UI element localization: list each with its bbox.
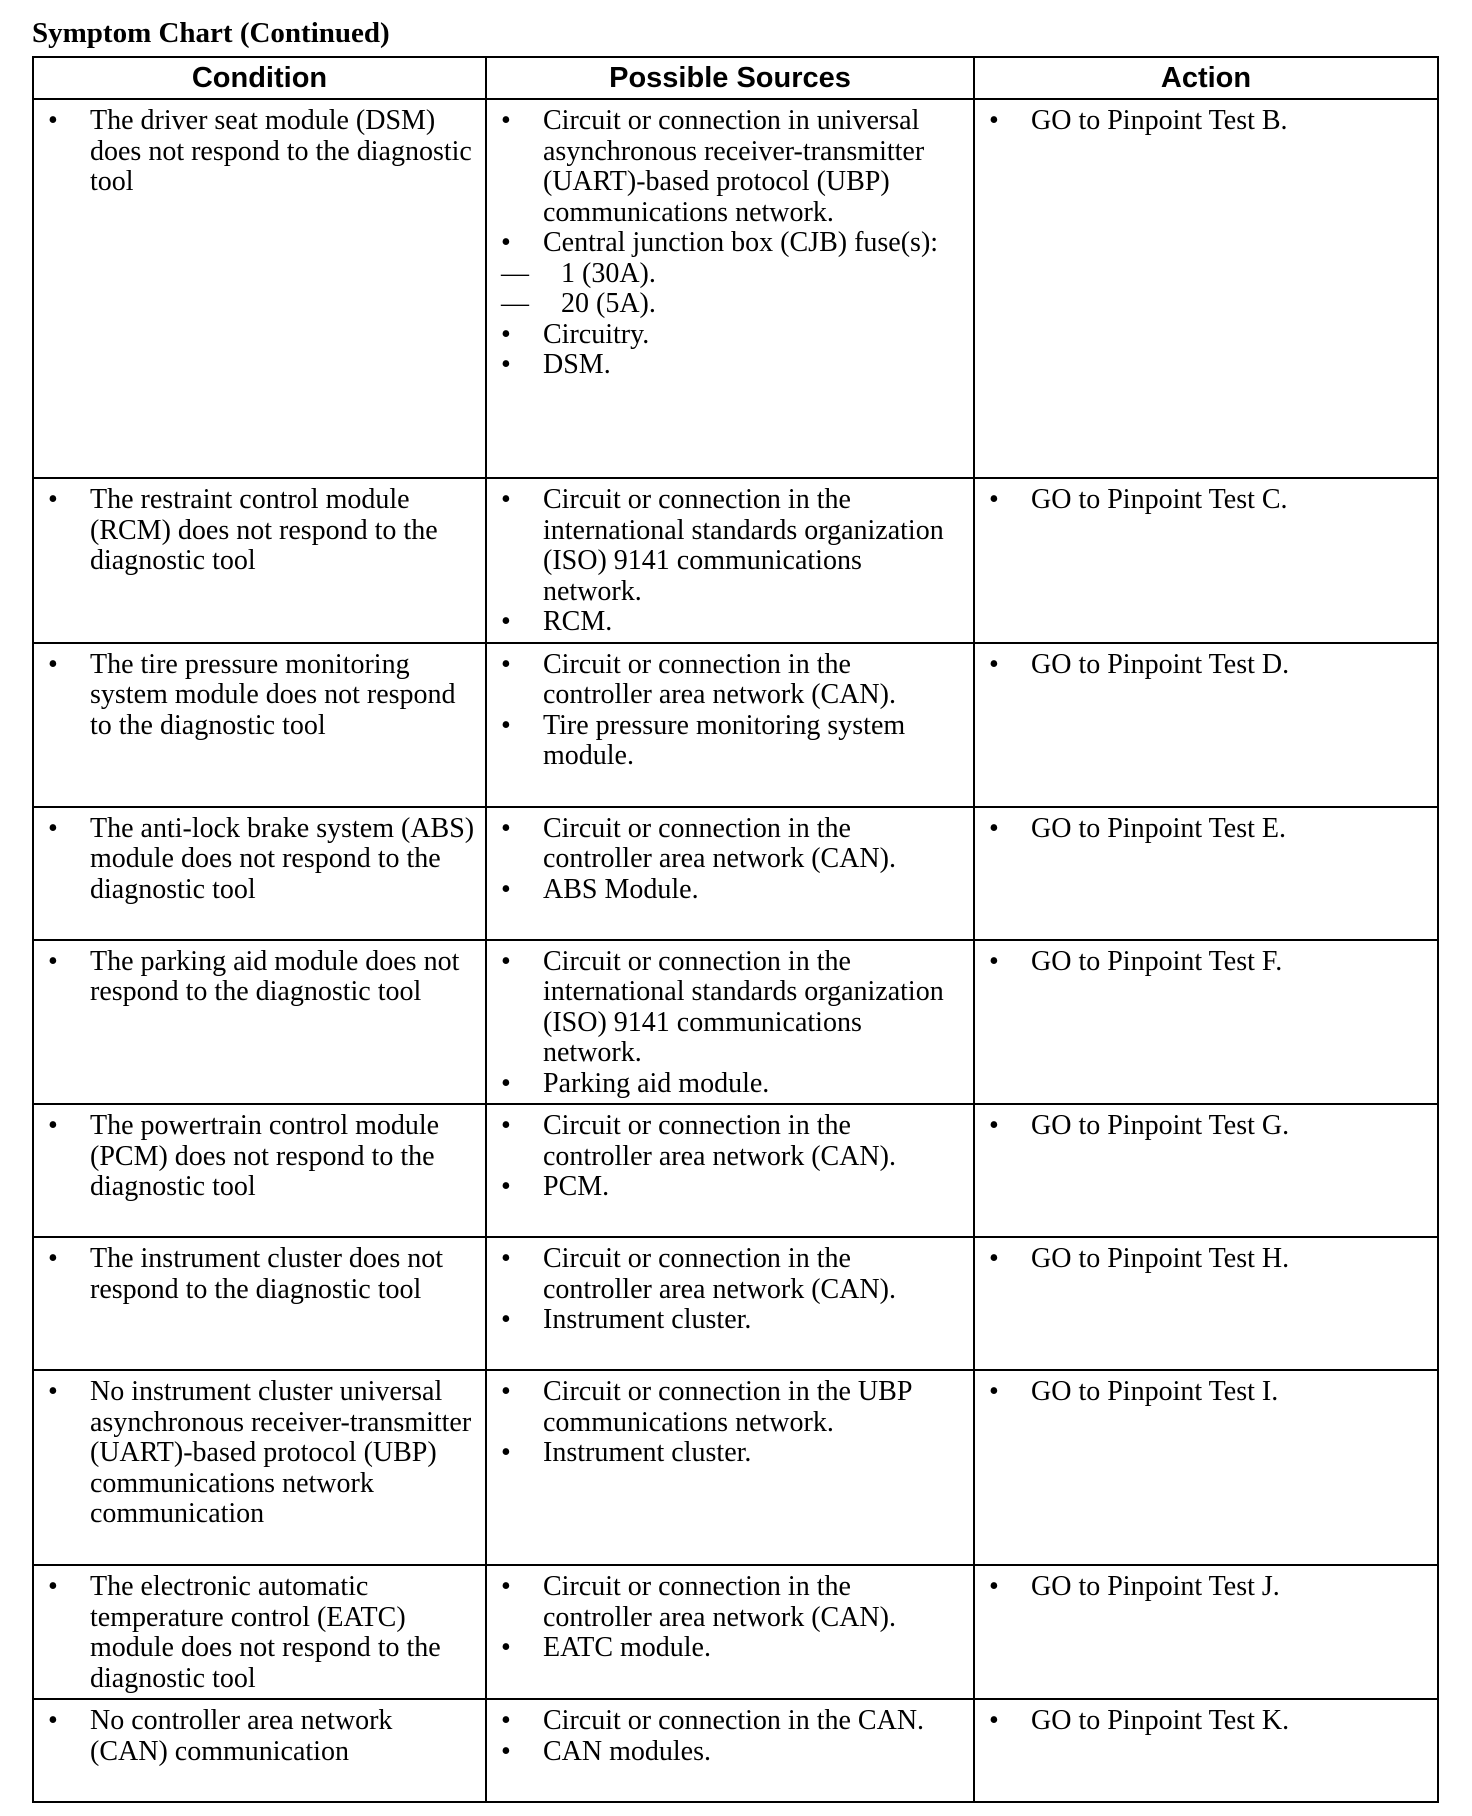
condition-text: • The electronic automatic temperature control (EATC) module does not respond to the diagnostic tool [42,1572,477,1694]
condition-text: • The parking aid module does not respond to the diagnostic tool [42,947,477,1008]
table-row [33,1104,1438,1237]
condition-text: • The tire pressure monitoring system module does not respond to the diagnostic tool [42,650,477,742]
symptom-chart-table [32,56,1439,1803]
source-text: Circuitry. [543,318,650,350]
action-cell [974,1237,1438,1370]
condition-cell [33,1565,486,1699]
source-item [495,228,965,320]
source-item [495,1572,965,1633]
condition-cell [33,99,486,478]
action-text: • GO to Pinpoint Test K. [983,1706,1429,1737]
action-text: • GO to Pinpoint Test E. [983,814,1429,845]
action-cell [974,940,1438,1105]
possible-sources-cell [486,1699,974,1802]
source-item [495,1069,965,1100]
source-text: Circuit or connection in universal asynchronous receiver-transmitter (UART)-based protocol (UBP) communications network. [543,105,925,228]
source-text: RCM. [543,606,613,637]
table-row [33,807,1438,940]
source-text: Central junction box (CJB) fuse(s): [543,227,939,258]
source-text: Parking aid module. [543,1067,770,1099]
source-text: Instrument cluster. [543,1437,752,1468]
possible-sources-cell [486,99,974,478]
condition-text: • No instrument cluster universal asynchronous receiver-transmitter (UART)-based protocol (UBP) communications network communication [42,1377,477,1530]
possible-sources-cell [486,1370,974,1565]
table-row [33,99,1438,478]
source-text: PCM. [543,1171,610,1202]
table-body [33,99,1438,1802]
source-item [495,1737,965,1768]
source-item [495,1633,965,1664]
source-text: Tire pressure monitoring system module. [543,709,906,771]
source-text: Circuit or connection in the controller area network (CAN). [543,812,896,874]
source-text: CAN modules. [543,1735,711,1767]
source-text: Circuit or connection in the UBP communications network. [543,1376,912,1438]
action-cell [974,807,1438,940]
action-cell [974,99,1438,478]
action-text: • GO to Pinpoint Test F. [983,947,1429,978]
table-row [33,1370,1438,1565]
source-text: Circuit or connection in the controller area network (CAN). [543,1571,896,1633]
table-row [33,478,1438,643]
action-text: • GO to Pinpoint Test D. [983,650,1429,681]
source-subitem: — 1 (30A). [495,259,965,290]
source-text: Circuit or connection in the CAN. [543,1705,925,1736]
action-text: • GO to Pinpoint Test H. [983,1244,1429,1275]
source-text: DSM. [543,349,611,380]
action-cell [974,1370,1438,1565]
source-text: Circuit or connection in the international standards organization (ISO) 9141 communications network. [543,945,944,1068]
action-cell [974,643,1438,807]
header-row [33,57,1438,99]
source-item [495,1438,965,1469]
action-text: • GO to Pinpoint Test G. [983,1111,1429,1142]
condition-cell [33,1370,486,1565]
condition-text: • The restraint control module (RCM) does not respond to the diagnostic tool [42,485,477,577]
condition-text: • No controller area network (CAN) communication [42,1706,477,1767]
source-item [495,814,965,875]
possible-sources-cell [486,940,974,1105]
table-row [33,1699,1438,1802]
header-possible-sources: Possible Sources [486,57,974,99]
table-row [33,940,1438,1105]
condition-cell [33,1699,486,1802]
source-text: EATC module. [543,1632,711,1663]
source-item [495,485,965,607]
source-item [495,106,965,228]
table-row [33,1565,1438,1699]
source-item [495,350,965,381]
action-text: • GO to Pinpoint Test B. [983,106,1429,137]
source-item [495,1172,965,1203]
source-item [495,1706,965,1737]
source-item [495,875,965,906]
action-text: • GO to Pinpoint Test I. [983,1377,1429,1408]
source-text: Instrument cluster. [543,1304,752,1335]
header-action: Action [974,57,1438,99]
condition-text: • The instrument cluster does not respond to the diagnostic tool [42,1244,477,1305]
source-item [495,607,965,638]
possible-sources-cell [486,643,974,807]
source-item [495,320,965,351]
condition-cell [33,1237,486,1370]
table-row [33,643,1438,807]
header-condition: Condition [33,57,486,99]
action-cell [974,1104,1438,1237]
possible-sources-cell [486,478,974,643]
source-text: Circuit or connection in the international standards organization (ISO) 9141 communications network. [543,484,944,607]
condition-text: • The anti-lock brake system (ABS) module does not respond to the diagnostic tool [42,814,477,906]
condition-cell [33,807,486,940]
condition-text: • The driver seat module (DSM) does not respond to the diagnostic tool [42,106,477,198]
action-cell [974,1565,1438,1699]
source-text: Circuit or connection in the controller area network (CAN). [543,648,896,710]
condition-cell [33,478,486,643]
source-item [495,1377,965,1438]
possible-sources-cell [486,807,974,940]
action-text: • GO to Pinpoint Test J. [983,1572,1429,1603]
condition-text: • The powertrain control module (PCM) does not respond to the diagnostic tool [42,1111,477,1203]
possible-sources-cell [486,1237,974,1370]
source-item [495,1244,965,1305]
source-text: ABS Module. [543,873,699,905]
condition-cell [33,643,486,807]
source-subitem: — 20 (5A). [495,289,965,320]
action-cell [974,1699,1438,1802]
source-text: Circuit or connection in the controller area network (CAN). [543,1110,896,1172]
source-item [495,1305,965,1336]
action-text: • GO to Pinpoint Test C. [983,485,1429,516]
source-item [495,947,965,1069]
condition-cell [33,1104,486,1237]
possible-sources-cell [486,1565,974,1699]
source-item [495,650,965,711]
source-item [495,711,965,772]
page-title: Symptom Chart (Continued) [32,17,390,49]
source-text: Circuit or connection in the controller area network (CAN). [543,1243,896,1305]
table-row [33,1237,1438,1370]
condition-cell [33,940,486,1105]
source-item [495,1111,965,1172]
possible-sources-cell [486,1104,974,1237]
action-cell [974,478,1438,643]
